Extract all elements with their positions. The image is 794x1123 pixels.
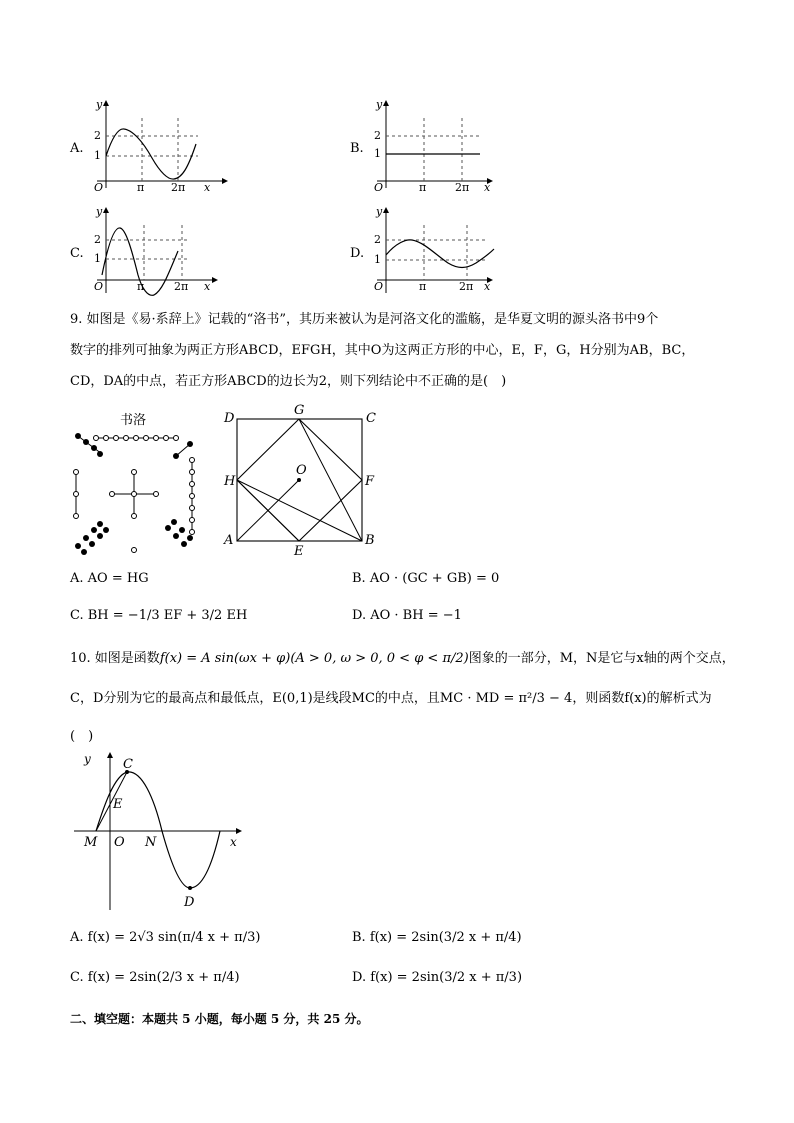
svg-text:π: π	[137, 280, 145, 293]
q10-function-expr: f(x) = A sin(ωx + φ)(A > 0, ω > 0, 0 < φ < π/2)	[159, 651, 469, 666]
q10-line1-pre: 10. 如图是函数	[70, 651, 160, 666]
svg-text:O: O	[374, 280, 384, 293]
q8-option-a-letter: A.	[70, 141, 84, 156]
q10-option-d: D. f(x) = 2sin(3/2 x + π/3)	[352, 970, 523, 985]
svg-text:O: O	[374, 181, 384, 193]
q10-option-c: C. f(x) = 2sin(2/3 x + π/4)	[70, 970, 240, 985]
q9-text-line3: CD，DA的中点，若正方形ABCD的边长为2，则下列结论中不正确的是( )	[70, 374, 507, 389]
svg-text:2: 2	[374, 129, 381, 142]
q8-option-d-letter: D.	[350, 246, 365, 261]
q8-option-c	[70, 205, 230, 300]
svg-text:E: E	[294, 544, 304, 559]
svg-text:D: D	[184, 895, 195, 910]
tick-x-pi: π	[137, 181, 145, 193]
svg-text:x: x	[230, 835, 237, 849]
q8-option-a	[70, 98, 230, 193]
q9-option-c: C. BH = −1/3 EF + 3/2 EH	[70, 608, 248, 623]
svg-text:y: y	[376, 98, 383, 111]
svg-text:O: O	[296, 463, 307, 478]
svg-text:2π: 2π	[174, 280, 189, 293]
q10-text-line3: ( )	[70, 729, 94, 744]
luoshu-title: 书洛	[120, 413, 147, 428]
q9-text-line2: 数字的排列可抽象为两正方形ABCD，EFGH，其中O为这两正方形的中心，E，F，G，H分别为AB，BC，	[70, 343, 695, 358]
q9-option-b: B. AO · (GC + GB) = 0	[352, 571, 500, 586]
svg-text:E: E	[113, 797, 123, 812]
q10-text-line2: C，D分别为它的最高点和最低点，E(0,1)是线段MC的中点，且MC · MD = π²/3 − 4，则函数f(x)的解析式为	[70, 691, 712, 706]
q9-text-line1: 9. 如图是《易·系辞上》记载的“洛书”，其历来被认为是河洛文化的滥觞，是华夏文明的源头洛书中9个	[70, 312, 659, 327]
tick-y-1: 1	[94, 149, 101, 162]
svg-text:1: 1	[374, 147, 381, 160]
tick-x-2pi: 2π	[171, 181, 186, 193]
svg-text:N: N	[145, 835, 157, 850]
q9-option-a: A. AO = HG	[70, 571, 149, 586]
svg-text:2: 2	[374, 233, 381, 246]
x-axis-label: x	[204, 181, 211, 193]
y-axis-label: y	[96, 98, 103, 111]
q8-graph-d	[372, 205, 512, 300]
section-2-heading: 二、填空题：本题共 5 小题，每小题 5 分，共 25 分。	[70, 1012, 369, 1026]
q10-line1-post: 图象的一部分，M，N是它与x轴的两个交点，	[468, 651, 735, 666]
svg-text:H: H	[224, 474, 236, 489]
svg-text:B: B	[365, 533, 375, 548]
tick-y-2: 2	[94, 129, 101, 142]
q8-option-b	[350, 98, 510, 193]
svg-text:O: O	[114, 835, 125, 850]
svg-text:M: M	[84, 835, 98, 850]
svg-text:D: D	[224, 411, 235, 426]
svg-text:1: 1	[94, 252, 101, 265]
svg-text:1: 1	[374, 253, 381, 266]
q8-option-d	[350, 205, 510, 300]
svg-text:y: y	[84, 752, 91, 766]
svg-text:x: x	[204, 280, 211, 293]
origin-label: O	[94, 181, 104, 193]
svg-text:C: C	[123, 757, 133, 772]
svg-text:2π: 2π	[459, 280, 474, 293]
svg-text:y: y	[96, 205, 103, 218]
q8-graph-a	[92, 98, 232, 193]
svg-text:π: π	[419, 181, 427, 193]
luoshu-figure	[68, 408, 208, 558]
q10-option-a: A. f(x) = 2√3 sin(π/4 x + π/3)	[70, 930, 261, 945]
q8-graph-b	[372, 98, 512, 193]
svg-text:x: x	[484, 181, 491, 193]
q8-option-c-letter: C.	[70, 246, 84, 261]
q10-option-b: B. f(x) = 2sin(3/2 x + π/4)	[352, 930, 522, 945]
q10-text-line1	[70, 650, 735, 668]
svg-text:2: 2	[94, 233, 101, 246]
q9-option-d: D. AO · BH = −1	[352, 608, 462, 623]
svg-text:F: F	[365, 474, 375, 489]
q8-option-b-letter: B.	[350, 141, 364, 156]
svg-text:2π: 2π	[455, 181, 470, 193]
svg-text:y: y	[376, 205, 383, 218]
svg-text:G: G	[294, 403, 305, 418]
svg-text:π: π	[419, 280, 427, 293]
svg-text:O: O	[94, 280, 104, 293]
svg-text:x: x	[484, 280, 491, 293]
q8-graph-c	[92, 205, 232, 300]
svg-text:A: A	[224, 533, 234, 548]
q10-graph	[70, 748, 250, 913]
square-figure	[222, 402, 382, 560]
svg-text:C: C	[366, 411, 376, 426]
